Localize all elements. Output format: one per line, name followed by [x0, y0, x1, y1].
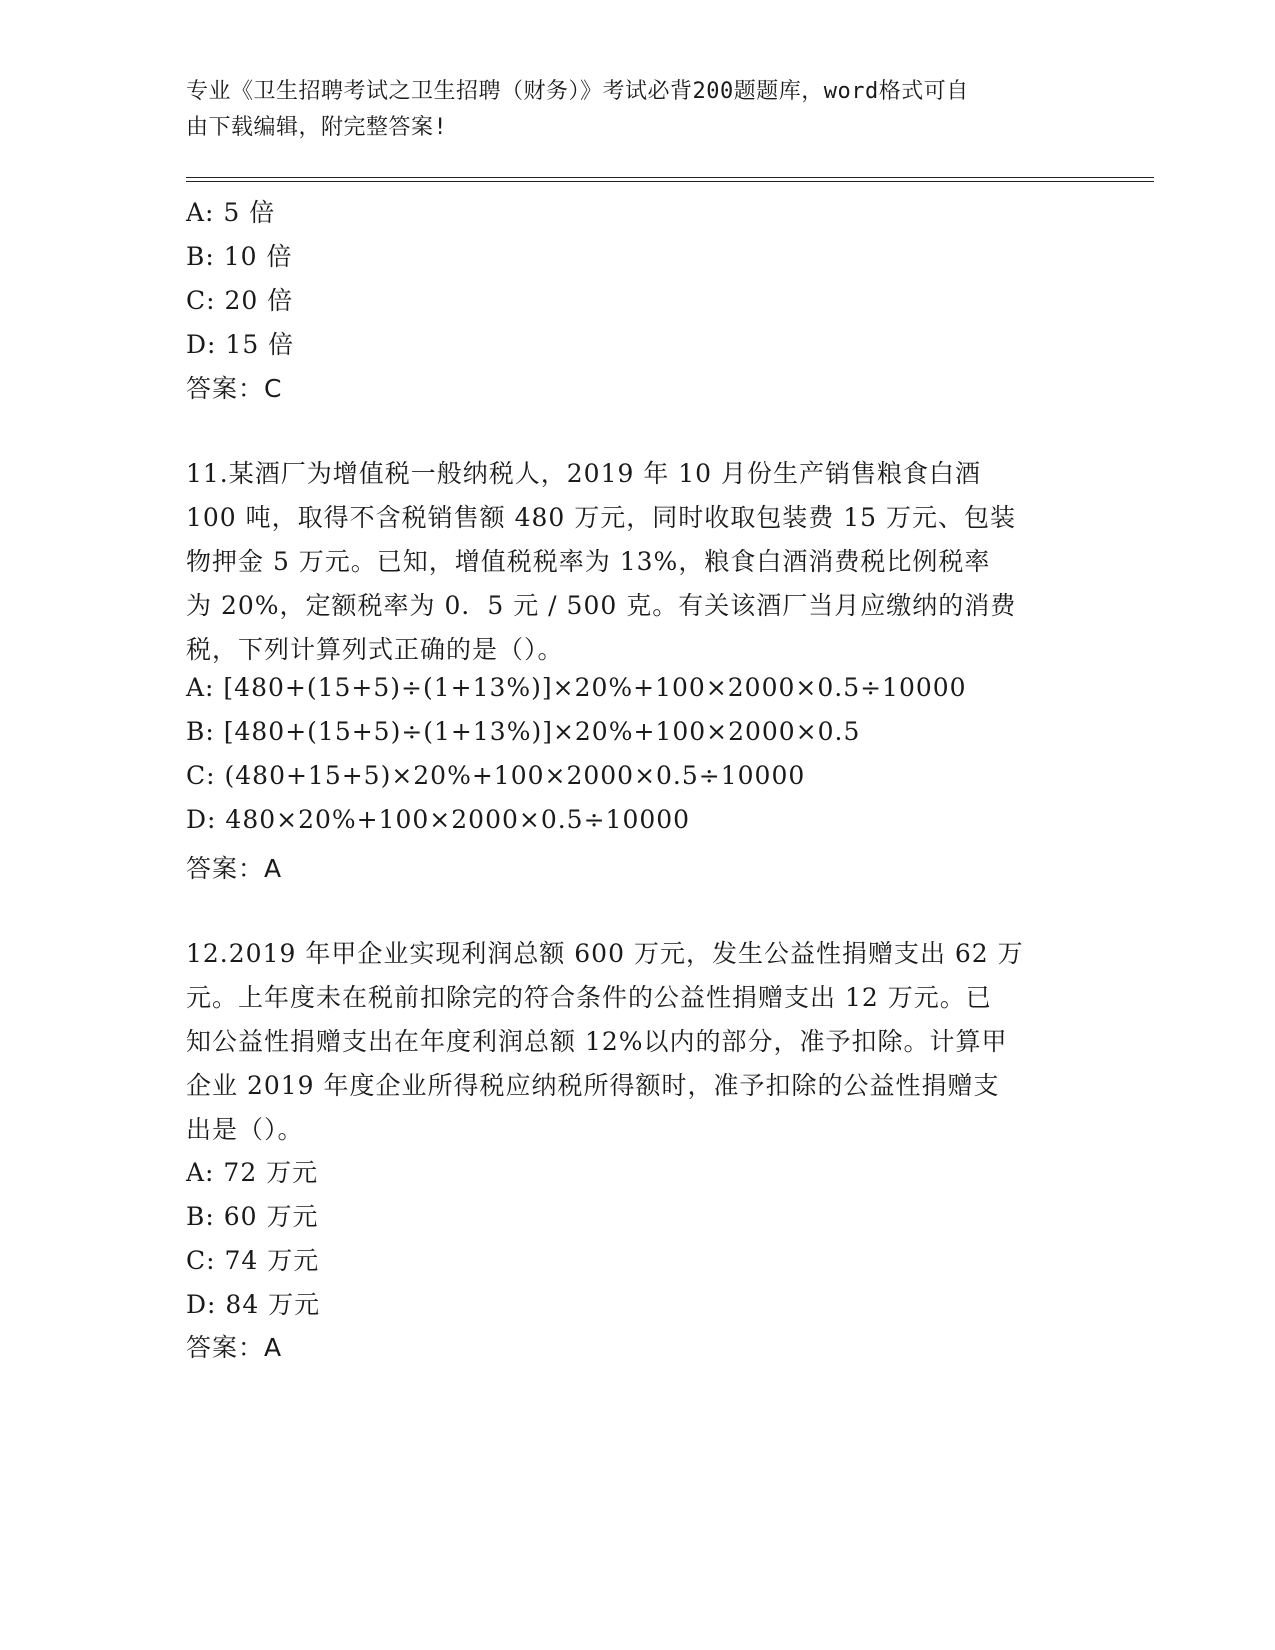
q10-option-b: B: 10 倍: [186, 242, 293, 271]
q11-answer: 答案：A: [186, 854, 283, 883]
header-title-line-1: 专业《卫生招聘考试之卫生招聘（财务）》考试必背200题题库，word格式可自: [186, 79, 969, 104]
q12-option-a: A: 72 万元: [186, 1158, 319, 1187]
header-divider-top: [186, 177, 1154, 178]
q10-answer: 答案：C: [186, 374, 283, 403]
q11-stem-line-4: 为 20%，定额税率为 0．5 元 / 500 克。有关该酒厂当月应缴纳的消费: [186, 591, 1017, 620]
q11-option-c: C: (480+15+5)×20%+100×2000×0.5÷10000: [186, 761, 806, 790]
q12-stem-line-3: 知公益性捐赠支出在年度利润总额 12%以内的部分，准予扣除。计算甲: [186, 1027, 1008, 1056]
q12-stem-line-4: 企业 2019 年度企业所得税应纳税所得额时，准予扣除的公益性捐赠支: [186, 1071, 1000, 1100]
q11-option-b: B: [480+(15+5)÷(1+13%)]×20%+100×2000×0.5: [186, 717, 861, 746]
document-header: [186, 74, 1066, 146]
header-title-line-2: 由下载编辑，附完整答案!: [186, 115, 448, 140]
q11-stem-line-5: 税，下列计算列式正确的是（）。: [186, 635, 564, 664]
q11-stem-line-1: 11.某酒厂为增值税一般纳税人，2019 年 10 月份生产销售粮食白酒: [186, 459, 982, 488]
q11-option-a: A: [480+(15+5)÷(1+13%)]×20%+100×2000×0.5÷10000: [186, 673, 967, 702]
q11-stem-line-3: 物押金 5 万元。已知，增值税税率为 13%，粮食白酒消费税比例税率: [186, 547, 991, 576]
q10-option-d: D: 15 倍: [186, 330, 295, 359]
q11-stem-line-2: 100 吨，取得不含税销售额 480 万元，同时收取包装费 15 万元、包装: [186, 503, 1016, 532]
q12-stem-line-1: 12.2019 年甲企业实现利润总额 600 万元，发生公益性捐赠支出 62 万: [186, 939, 1024, 968]
q11-option-d: D: 480×20%+100×2000×0.5÷10000: [186, 805, 691, 834]
q12-stem-line-5: 出是（）。: [186, 1115, 304, 1144]
q12-option-c: C: 74 万元: [186, 1246, 320, 1275]
q12-answer: 答案：A: [186, 1333, 283, 1362]
q10-option-c: C: 20 倍: [186, 286, 294, 315]
q12-option-b: B: 60 万元: [186, 1202, 319, 1231]
q10-option-a: A: 5 倍: [186, 198, 276, 227]
header-divider-bottom: [186, 181, 1154, 182]
q12-stem-line-2: 元。上年度未在税前扣除完的符合条件的公益性捐赠支出 12 万元。已: [186, 983, 992, 1012]
q12-option-d: D: 84 万元: [186, 1290, 321, 1319]
